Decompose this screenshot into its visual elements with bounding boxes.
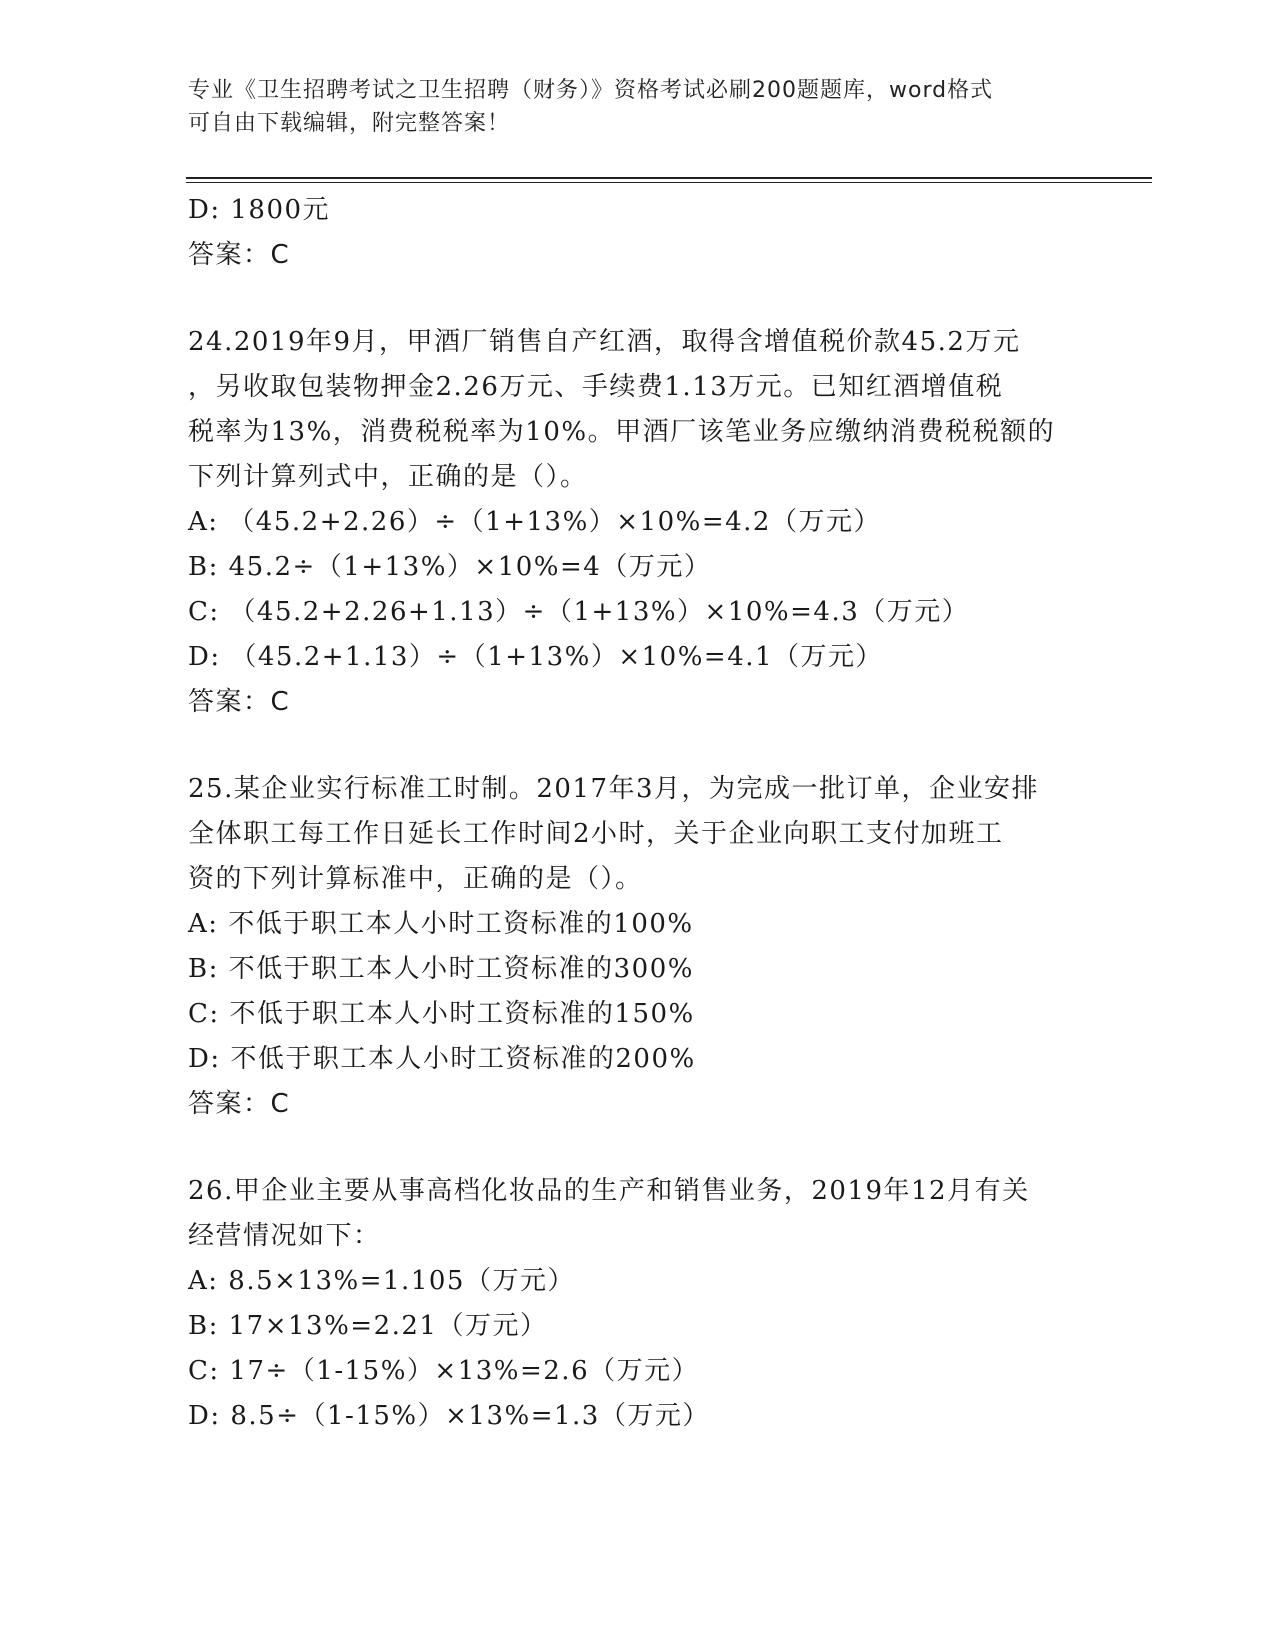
question-24-option-d: D: （45.2+1.13）÷（1+13%）×10%=4.1（万元） xyxy=(188,642,884,672)
question-25-option-d: D: 不低于职工本人小时工资标准的200% xyxy=(188,1044,696,1074)
question-25-stem-line-2: 全体职工每工作日延长工作时间2小时，关于企业向职工支付加班工 xyxy=(188,819,1004,849)
question-25-option-a: A: 不低于职工本人小时工资标准的100% xyxy=(188,909,694,939)
question-26-option-b: B: 17×13%=2.21（万元） xyxy=(188,1311,548,1341)
question-26-stem-line-2: 经营情况如下： xyxy=(188,1221,381,1251)
question-26-option-d: D: 8.5÷（1-15%）×13%=1.3（万元） xyxy=(188,1401,710,1431)
prev-option-d: D: 1800元 xyxy=(188,195,331,225)
prev-answer: 答案：C xyxy=(188,240,291,270)
question-24-option-a: A: （45.2+2.26）÷（1+13%）×10%=4.2（万元） xyxy=(188,507,881,537)
question-24-option-b: B: 45.2÷（1+13%）×10%=4（万元） xyxy=(188,552,712,582)
question-26-option-a: A: 8.5×13%=1.105（万元） xyxy=(188,1266,575,1296)
question-25-answer: 答案：C xyxy=(188,1089,291,1119)
question-24-stem-line-4: 下列计算列式中，正确的是（）。 xyxy=(188,462,588,492)
question-24-stem-line-2: ，另收取包装物押金2.26万元、手续费1.13万元。已知红酒增值税 xyxy=(188,372,1004,402)
question-24-stem-line-1: 24.2019年9月，甲酒厂销售自产红酒，取得含增值税价款45.2万元 xyxy=(188,327,1021,357)
header-divider-thin xyxy=(186,182,1152,183)
question-26-option-c: C: 17÷（1-15%）×13%=2.6（万元） xyxy=(188,1356,700,1386)
question-25-option-c: C: 不低于职工本人小时工资标准的150% xyxy=(188,999,695,1029)
question-24 xyxy=(188,320,1088,725)
header-title-line-1: 专业《卫生招聘考试之卫生招聘（财务）》资格考试必刷200题题库，word格式 xyxy=(188,78,994,103)
page-header xyxy=(188,74,1068,140)
document-body xyxy=(188,188,1088,1439)
header-divider xyxy=(186,177,1152,179)
question-24-answer: 答案：C xyxy=(188,687,291,717)
question-26 xyxy=(188,1169,1088,1439)
question-24-stem-line-3: 税率为13%，消费税税率为10%。甲酒厂该笔业务应缴纳消费税税额的 xyxy=(188,417,1056,447)
header-title-line-2: 可自由下载编辑，附完整答案！ xyxy=(188,111,511,136)
question-25-stem-line-3: 资的下列计算标准中，正确的是（）。 xyxy=(188,864,643,894)
question-25-option-b: B: 不低于职工本人小时工资标准的300% xyxy=(188,954,694,984)
question-24-option-c: C: （45.2+2.26+1.13）÷（1+13%）×10%=4.3（万元） xyxy=(188,597,970,627)
question-26-stem-line-1: 26.甲企业主要从事高档化妆品的生产和销售业务，2019年12月有关 xyxy=(188,1176,1030,1206)
question-25-stem-line-1: 25.某企业实行标准工时制。2017年3月，为完成一批订单，企业安排 xyxy=(188,774,1040,804)
question-25 xyxy=(188,767,1088,1127)
